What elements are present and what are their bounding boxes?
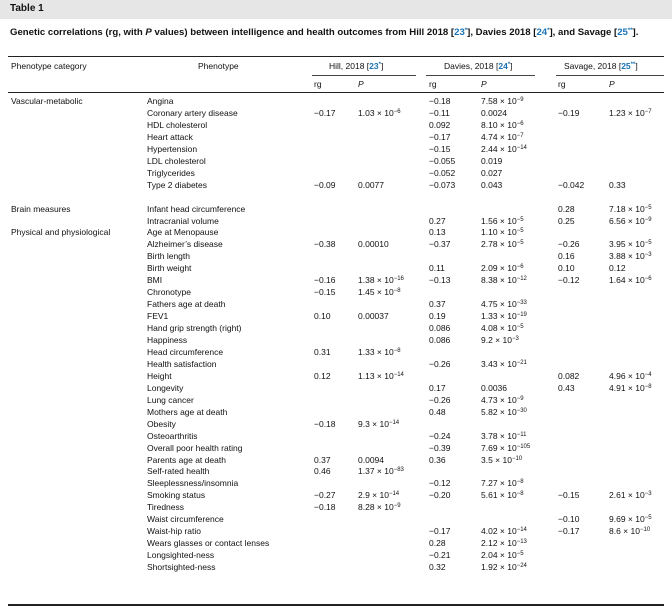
davies-rg-cell: −0.21 bbox=[429, 550, 451, 561]
davies-p-cell: $2.04 \times 10^{-5}$ bbox=[481, 550, 524, 561]
savage-p-cell: 0.12 bbox=[609, 263, 626, 274]
davies-rg-cell: 0.086 bbox=[429, 323, 451, 334]
phenotype-cell: Longevity bbox=[147, 382, 184, 393]
hill-rg-cell: 0.10 bbox=[314, 311, 331, 322]
davies-group-rule bbox=[426, 75, 535, 76]
savage-p-cell: $2.61 \times 10^{-3}$ bbox=[609, 490, 652, 501]
savage-rg-cell: 0.43 bbox=[558, 382, 575, 393]
davies-p-cell: $9.2 \times 10^{-3}$ bbox=[481, 335, 519, 345]
davies-p-cell: $1.92 \times 10^{-24}$ bbox=[481, 562, 527, 573]
davies-rg-cell: −0.17 bbox=[429, 526, 451, 537]
phenotype-cell: Tiredness bbox=[147, 502, 185, 513]
phenotype-cell: Osteoarthritis bbox=[147, 430, 198, 441]
hill-group-rule bbox=[312, 75, 416, 76]
davies-p-cell: $4.08 \times 10^{-5}$ bbox=[481, 323, 524, 334]
table-top-rule bbox=[8, 56, 664, 57]
davies-p-cell: $7.58 \times 10^{-9}$ bbox=[481, 96, 524, 106]
davies-p-cell: $2.78 \times 10^{-5}$ bbox=[481, 239, 524, 250]
header-ref-24[interactable]: 24* bbox=[498, 61, 511, 71]
davies-p-cell: $3.5 \times 10^{-10}$ bbox=[481, 454, 523, 465]
hill-rg-cell: 0.46 bbox=[314, 466, 331, 477]
phenotype-cell: Alzheimer’s disease bbox=[147, 239, 223, 250]
phenotype-cell: Longsighted-ness bbox=[147, 550, 215, 561]
phenotype-cell: Angina bbox=[147, 96, 174, 106]
davies-p-cell: $3.78 \times 10^{-11}$ bbox=[481, 430, 527, 441]
caption-text-2: values) between intelligence and health outcomes from Hill 2018 [ bbox=[151, 27, 455, 38]
phenotype-cell: Age at Menopause bbox=[147, 227, 219, 238]
phenotype-cell: Obesity bbox=[147, 418, 176, 429]
hill-p-cell: 0.0077 bbox=[358, 179, 384, 190]
phenotype-cell: Overall poor health rating bbox=[147, 442, 243, 453]
savage-rg-cell: −0.042 bbox=[558, 179, 585, 190]
category-label: Vascular-metabolic bbox=[11, 96, 83, 106]
hill-rg-cell: 0.31 bbox=[314, 346, 331, 357]
savage-p-cell: $8.6 \times 10^{-10}$ bbox=[609, 526, 651, 537]
davies-rg-cell: 0.17 bbox=[429, 382, 446, 393]
hill-p-cell: $2.9 \times 10^{-14}$ bbox=[358, 490, 400, 501]
savage-rg-cell: 0.16 bbox=[558, 251, 575, 262]
davies-rg-cell: 0.13 bbox=[429, 227, 446, 238]
table-caption bbox=[10, 26, 660, 39]
category-label: Brain measures bbox=[11, 203, 71, 214]
savage-rg-cell: −0.26 bbox=[558, 239, 580, 250]
hill-rg-cell: −0.38 bbox=[314, 239, 336, 250]
hill-rg-cell: −0.09 bbox=[314, 179, 336, 190]
phenotype-cell: Chronotype bbox=[147, 287, 191, 298]
phenotype-cell: Triglycerides bbox=[147, 167, 195, 178]
phenotype-cell: Self-rated health bbox=[147, 466, 210, 477]
hill-p-cell: $1.03 \times 10^{-6}$ bbox=[358, 107, 401, 118]
header-davies-p: P bbox=[481, 79, 487, 89]
hill-rg-cell: −0.18 bbox=[314, 418, 336, 429]
davies-rg-cell: −0.24 bbox=[429, 430, 451, 441]
davies-p-cell: $7.27 \times 10^{-8}$ bbox=[481, 478, 524, 489]
hill-rg-cell: −0.27 bbox=[314, 490, 336, 501]
davies-p-cell: $1.33 \times 10^{-19}$ bbox=[481, 311, 527, 322]
davies-p-cell: $2.44 \times 10^{-14}$ bbox=[481, 143, 527, 154]
caption-p: P bbox=[145, 27, 152, 38]
davies-p-cell: $4.02 \times 10^{-14}$ bbox=[481, 526, 527, 537]
phenotype-cell: Smoking status bbox=[147, 490, 206, 501]
table-label: Table 1 bbox=[10, 3, 44, 14]
hill-p-cell: $1.33 \times 10^{-8}$ bbox=[358, 346, 401, 357]
caption-text-5: ]. bbox=[632, 27, 639, 38]
header-phenotype: Phenotype bbox=[198, 61, 239, 71]
davies-p-cell: $3.43 \times 10^{-21}$ bbox=[481, 358, 527, 369]
header-hill-rg: rg bbox=[314, 79, 322, 89]
header-davies: Davies, 2018 [24*] bbox=[444, 61, 513, 71]
davies-rg-cell: −0.052 bbox=[429, 167, 456, 178]
savage-p-cell: 0.33 bbox=[609, 179, 626, 190]
savage-p-cell: $6.56 \times 10^{-9}$ bbox=[609, 215, 652, 226]
caption-text-4: ], and Savage [ bbox=[549, 27, 618, 38]
hill-rg-cell: −0.17 bbox=[314, 107, 336, 118]
phenotype-cell: Hand grip strength (right) bbox=[147, 323, 242, 334]
savage-rg-cell: 0.28 bbox=[558, 203, 575, 214]
hill-p-cell: 0.00037 bbox=[358, 311, 389, 322]
phenotype-cell: Wears glasses or contact lenses bbox=[147, 538, 270, 549]
davies-rg-cell: 0.36 bbox=[429, 454, 446, 465]
davies-rg-cell: 0.092 bbox=[429, 119, 451, 130]
davies-p-cell: 0.0036 bbox=[481, 382, 507, 393]
caption-text-3: ], Davies 2018 [ bbox=[467, 27, 537, 38]
davies-rg-cell: −0.13 bbox=[429, 275, 451, 286]
davies-p-cell: $4.73 \times 10^{-9}$ bbox=[481, 394, 524, 405]
davies-p-cell: $1.10 \times 10^{-5}$ bbox=[481, 227, 524, 238]
savage-p-cell: $3.95 \times 10^{-5}$ bbox=[609, 239, 652, 250]
davies-p-cell: $2.12 \times 10^{-13}$ bbox=[481, 538, 527, 549]
savage-p-cell: $1.23 \times 10^{-7}$ bbox=[609, 107, 652, 118]
header-hill-p: P bbox=[358, 79, 364, 89]
table-bottom-rule bbox=[8, 604, 664, 606]
davies-p-cell: $7.69 \times 10^{-105}$ bbox=[481, 442, 531, 453]
phenotype-cell: Birth length bbox=[147, 251, 190, 262]
savage-rg-cell: −0.19 bbox=[558, 107, 580, 118]
hill-p-cell: $9.3 \times 10^{-14}$ bbox=[358, 418, 400, 429]
davies-rg-cell: −0.055 bbox=[429, 155, 456, 166]
caption-text: Genetic correlations (rg, with bbox=[10, 27, 146, 38]
phenotype-cell: Intracranial volume bbox=[147, 215, 219, 226]
davies-rg-cell: 0.28 bbox=[429, 538, 446, 549]
davies-p-cell: 0.027 bbox=[481, 167, 503, 178]
davies-p-cell: $8.38 \times 10^{-12}$ bbox=[481, 275, 527, 286]
savage-rg-cell: −0.17 bbox=[558, 526, 580, 537]
davies-p-cell: $4.74 \times 10^{-7}$ bbox=[481, 131, 524, 142]
hill-p-cell: $1.38 \times 10^{-16}$ bbox=[358, 275, 404, 286]
savage-group-rule bbox=[556, 75, 664, 76]
phenotype-cell: Heart attack bbox=[147, 131, 193, 142]
davies-rg-cell: 0.11 bbox=[429, 263, 445, 274]
phenotype-cell: Height bbox=[147, 370, 172, 381]
hill-rg-cell: −0.15 bbox=[314, 287, 336, 298]
hill-p-cell: $8.28 \times 10^{-9}$ bbox=[358, 502, 401, 513]
hill-rg-cell: −0.18 bbox=[314, 502, 336, 513]
phenotype-cell: Type 2 diabetes bbox=[147, 179, 208, 190]
savage-p-cell: $9.69 \times 10^{-5}$ bbox=[609, 514, 652, 525]
davies-rg-cell: −0.20 bbox=[429, 490, 451, 501]
davies-rg-cell: 0.32 bbox=[429, 562, 446, 573]
savage-rg-cell: 0.25 bbox=[558, 215, 575, 226]
davies-p-cell: $5.82 \times 10^{-30}$ bbox=[481, 406, 527, 417]
phenotype-cell: Waist-hip ratio bbox=[147, 526, 202, 537]
hill-p-cell: 0.0094 bbox=[358, 454, 384, 465]
phenotype-cell: Parents age at death bbox=[147, 454, 226, 465]
davies-p-cell: 0.019 bbox=[481, 155, 503, 166]
header-savage-rg: rg bbox=[558, 79, 566, 89]
header-ref-25[interactable]: 25** bbox=[621, 61, 636, 71]
hill-rg-cell: 0.37 bbox=[314, 454, 331, 465]
phenotype-cell: Head circumference bbox=[147, 346, 224, 357]
phenotype-cell: BMI bbox=[147, 275, 163, 286]
phenotype-cell: Hypertension bbox=[147, 143, 198, 154]
header-savage-p: P bbox=[609, 79, 615, 89]
hill-p-cell: $1.37 \times 10^{-83}$ bbox=[358, 466, 404, 477]
hill-p-cell: $1.13 \times 10^{-14}$ bbox=[358, 370, 404, 381]
hill-rg-cell: −0.16 bbox=[314, 275, 336, 286]
davies-rg-cell: −0.18 bbox=[429, 96, 451, 106]
caption-ref-25[interactable]: 25** bbox=[617, 27, 633, 38]
hill-rg-cell: 0.12 bbox=[314, 370, 331, 381]
hill-p-cell: $1.45 \times 10^{-8}$ bbox=[358, 287, 401, 298]
davies-rg-cell: −0.12 bbox=[429, 478, 451, 489]
phenotype-cell: LDL cholesterol bbox=[147, 155, 206, 166]
davies-rg-cell: −0.26 bbox=[429, 394, 451, 405]
davies-p-cell: 0.043 bbox=[481, 179, 503, 190]
savage-p-cell: $1.64 \times 10^{-6}$ bbox=[609, 275, 652, 286]
savage-rg-cell: 0.10 bbox=[558, 263, 575, 274]
davies-rg-cell: −0.39 bbox=[429, 442, 451, 453]
phenotype-cell: Sleeplessness/insomnia bbox=[147, 478, 239, 489]
davies-rg-cell: −0.26 bbox=[429, 358, 451, 369]
caption-ref-23[interactable]: 23* bbox=[454, 27, 468, 38]
davies-rg-cell: −0.11 bbox=[429, 107, 450, 118]
phenotype-cell: Birth weight bbox=[147, 263, 192, 274]
phenotype-cell: Coronary artery disease bbox=[147, 107, 238, 118]
savage-rg-cell: 0.082 bbox=[558, 370, 580, 381]
header-category: Phenotype category bbox=[11, 61, 87, 71]
header-bottom-rule bbox=[8, 92, 664, 93]
davies-p-cell: $1.56 \times 10^{-5}$ bbox=[481, 215, 524, 226]
header-ref-23[interactable]: 23* bbox=[369, 61, 381, 71]
header-savage: Savage, 2018 [25**] bbox=[564, 61, 638, 71]
savage-rg-cell: −0.10 bbox=[558, 514, 580, 525]
savage-p-cell: $7.18 \times 10^{-5}$ bbox=[609, 203, 652, 214]
davies-p-cell: $4.75 \times 10^{-33}$ bbox=[481, 299, 527, 310]
davies-p-cell: 0.0024 bbox=[481, 107, 507, 118]
davies-rg-cell: 0.48 bbox=[429, 406, 446, 417]
phenotype-cell: Infant head circumference bbox=[147, 203, 246, 214]
hill-p-cell: 0.00010 bbox=[358, 239, 389, 250]
header-davies-rg: rg bbox=[429, 79, 437, 89]
davies-rg-cell: 0.086 bbox=[429, 335, 451, 345]
header-hill: Hill, 2018 [23*] bbox=[329, 61, 384, 71]
phenotype-cell: Shortsighted-ness bbox=[147, 562, 216, 573]
phenotype-cell: Health satisfaction bbox=[147, 358, 217, 369]
davies-rg-cell: −0.17 bbox=[429, 131, 451, 142]
davies-rg-cell: −0.15 bbox=[429, 143, 451, 154]
phenotype-cell: Happiness bbox=[147, 335, 188, 345]
table-title-bar bbox=[0, 0, 672, 19]
phenotype-cell: FEV1 bbox=[147, 311, 169, 322]
savage-p-cell: $3.88 \times 10^{-3}$ bbox=[609, 251, 652, 262]
category-label: Physical and physiological bbox=[11, 227, 111, 238]
davies-p-cell: $8.10 \times 10^{-6}$ bbox=[481, 119, 524, 130]
savage-rg-cell: −0.12 bbox=[558, 275, 580, 286]
phenotype-cell: Lung cancer bbox=[147, 394, 194, 405]
savage-p-cell: $4.96 \times 10^{-4}$ bbox=[609, 370, 652, 381]
davies-rg-cell: −0.073 bbox=[429, 179, 456, 190]
caption-ref-24[interactable]: 24* bbox=[536, 27, 550, 38]
phenotype-cell: HDL cholesterol bbox=[147, 119, 208, 130]
davies-rg-cell: 0.27 bbox=[429, 215, 446, 226]
davies-p-cell: $5.61 \times 10^{-8}$ bbox=[481, 490, 524, 501]
phenotype-cell: Waist circumference bbox=[147, 514, 224, 525]
savage-rg-cell: −0.15 bbox=[558, 490, 580, 501]
phenotype-cell: Mothers age at death bbox=[147, 406, 228, 417]
davies-p-cell: $2.09 \times 10^{-6}$ bbox=[481, 263, 524, 274]
davies-rg-cell: 0.19 bbox=[429, 311, 446, 322]
savage-p-cell: $4.91 \times 10^{-8}$ bbox=[609, 382, 652, 393]
davies-rg-cell: −0.37 bbox=[429, 239, 451, 250]
phenotype-cell: Fathers age at death bbox=[147, 299, 226, 310]
davies-rg-cell: 0.37 bbox=[429, 299, 446, 310]
